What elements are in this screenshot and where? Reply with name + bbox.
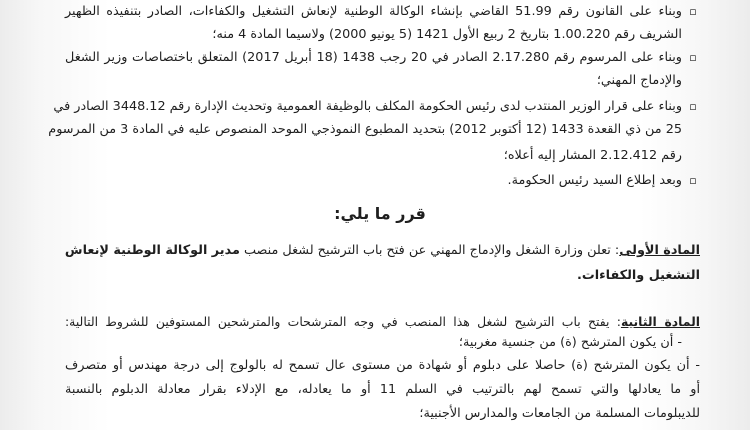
preamble-line: الشريف رقم 1.00.220 بتاريخ 2 ربيع الأول 1421 (5 يونيو 2000) ولاسيما المادة 4 منه؛ [212,27,682,42]
condition-item: - أن يكون المترشح (ة) من جنسية مغربية؛ [458,335,682,350]
preamble-line: وبعد إطلاع السيد رئيس الحكومة. [507,173,682,188]
list-bullet-icon: ▫ [689,51,697,64]
article-one-agency-name: مدير الوكالة الوطنية لإنعاش [64,243,240,258]
article-two-label: المادة الثانية [620,314,700,329]
list-bullet-icon: ▫ [689,174,697,187]
preamble-line: 25 من ذي القعدة 1433 (12 أكتوبر 2012) بتحديد المطبوع النموذجي الموحد المنصوص عليه في المادة 3 من المرسوم [48,122,682,137]
decision-heading: قرر ما يلي: [334,204,426,223]
preamble-line: والإدماج المهني؛ [596,73,682,88]
article-one-label: المادة الأولى [619,243,700,258]
decree-document [48,0,700,430]
condition-item-cont: للديبلومات المسلمة من الجامعات والمدارس الأجنبية؛ [419,406,700,421]
preamble-line: وبناء على القانون رقم 51.99 القاضي بإنشاء الوكالة الوطنية لإنعاش التشغيل والكفاءات، الصادر بتنفيذه الظهير [65,4,682,19]
list-bullet-icon: ▫ [689,100,697,113]
preamble-line: وبناء على المرسوم رقم 2.17.280 الصادر في 20 رجب 1438 (18 أبريل 2017) المتعلق باختصاصات وزير الشغل [65,50,682,65]
article-one-line [65,241,700,263]
article-two-line [65,312,700,334]
list-bullet-icon: ▫ [689,5,697,18]
preamble-line: رقم 2.12.412 المشار إليه أعلاه؛ [503,148,682,163]
article-two-text: : يفتح باب الترشيح لشغل هذا المنصب في وجه المترشحات والمترشحين المستوفين للشروط التالية: [65,314,621,329]
article-one-text: : تعلن وزارة الشغل والإدماج المهني عن فتح باب الترشيح لشغل منصب [243,243,620,258]
condition-item: - أن يكون المترشح (ة) حاصلا على دبلوم أو شهادة من مستوى عال تسمح له بالولوج إلى درجة مهندس أو متصرف [65,358,700,373]
preamble-line: وبناء على قرار الوزير المنتدب لدى رئيس الحكومة المكلف بالوظيفة العمومية وتحديث الإدارة رقم 3448.12 الصادر في [53,99,682,114]
article-one-agency-name-cont: التشغيل والكفاءات. [576,268,700,283]
condition-item-cont: أو ما يعادلها والتي تسمح لهم بالترتيب في السلم 11 أو ما يعادله، مع الإدلاء بقرار معادلة الدبلوم بالنسبة [65,382,700,397]
